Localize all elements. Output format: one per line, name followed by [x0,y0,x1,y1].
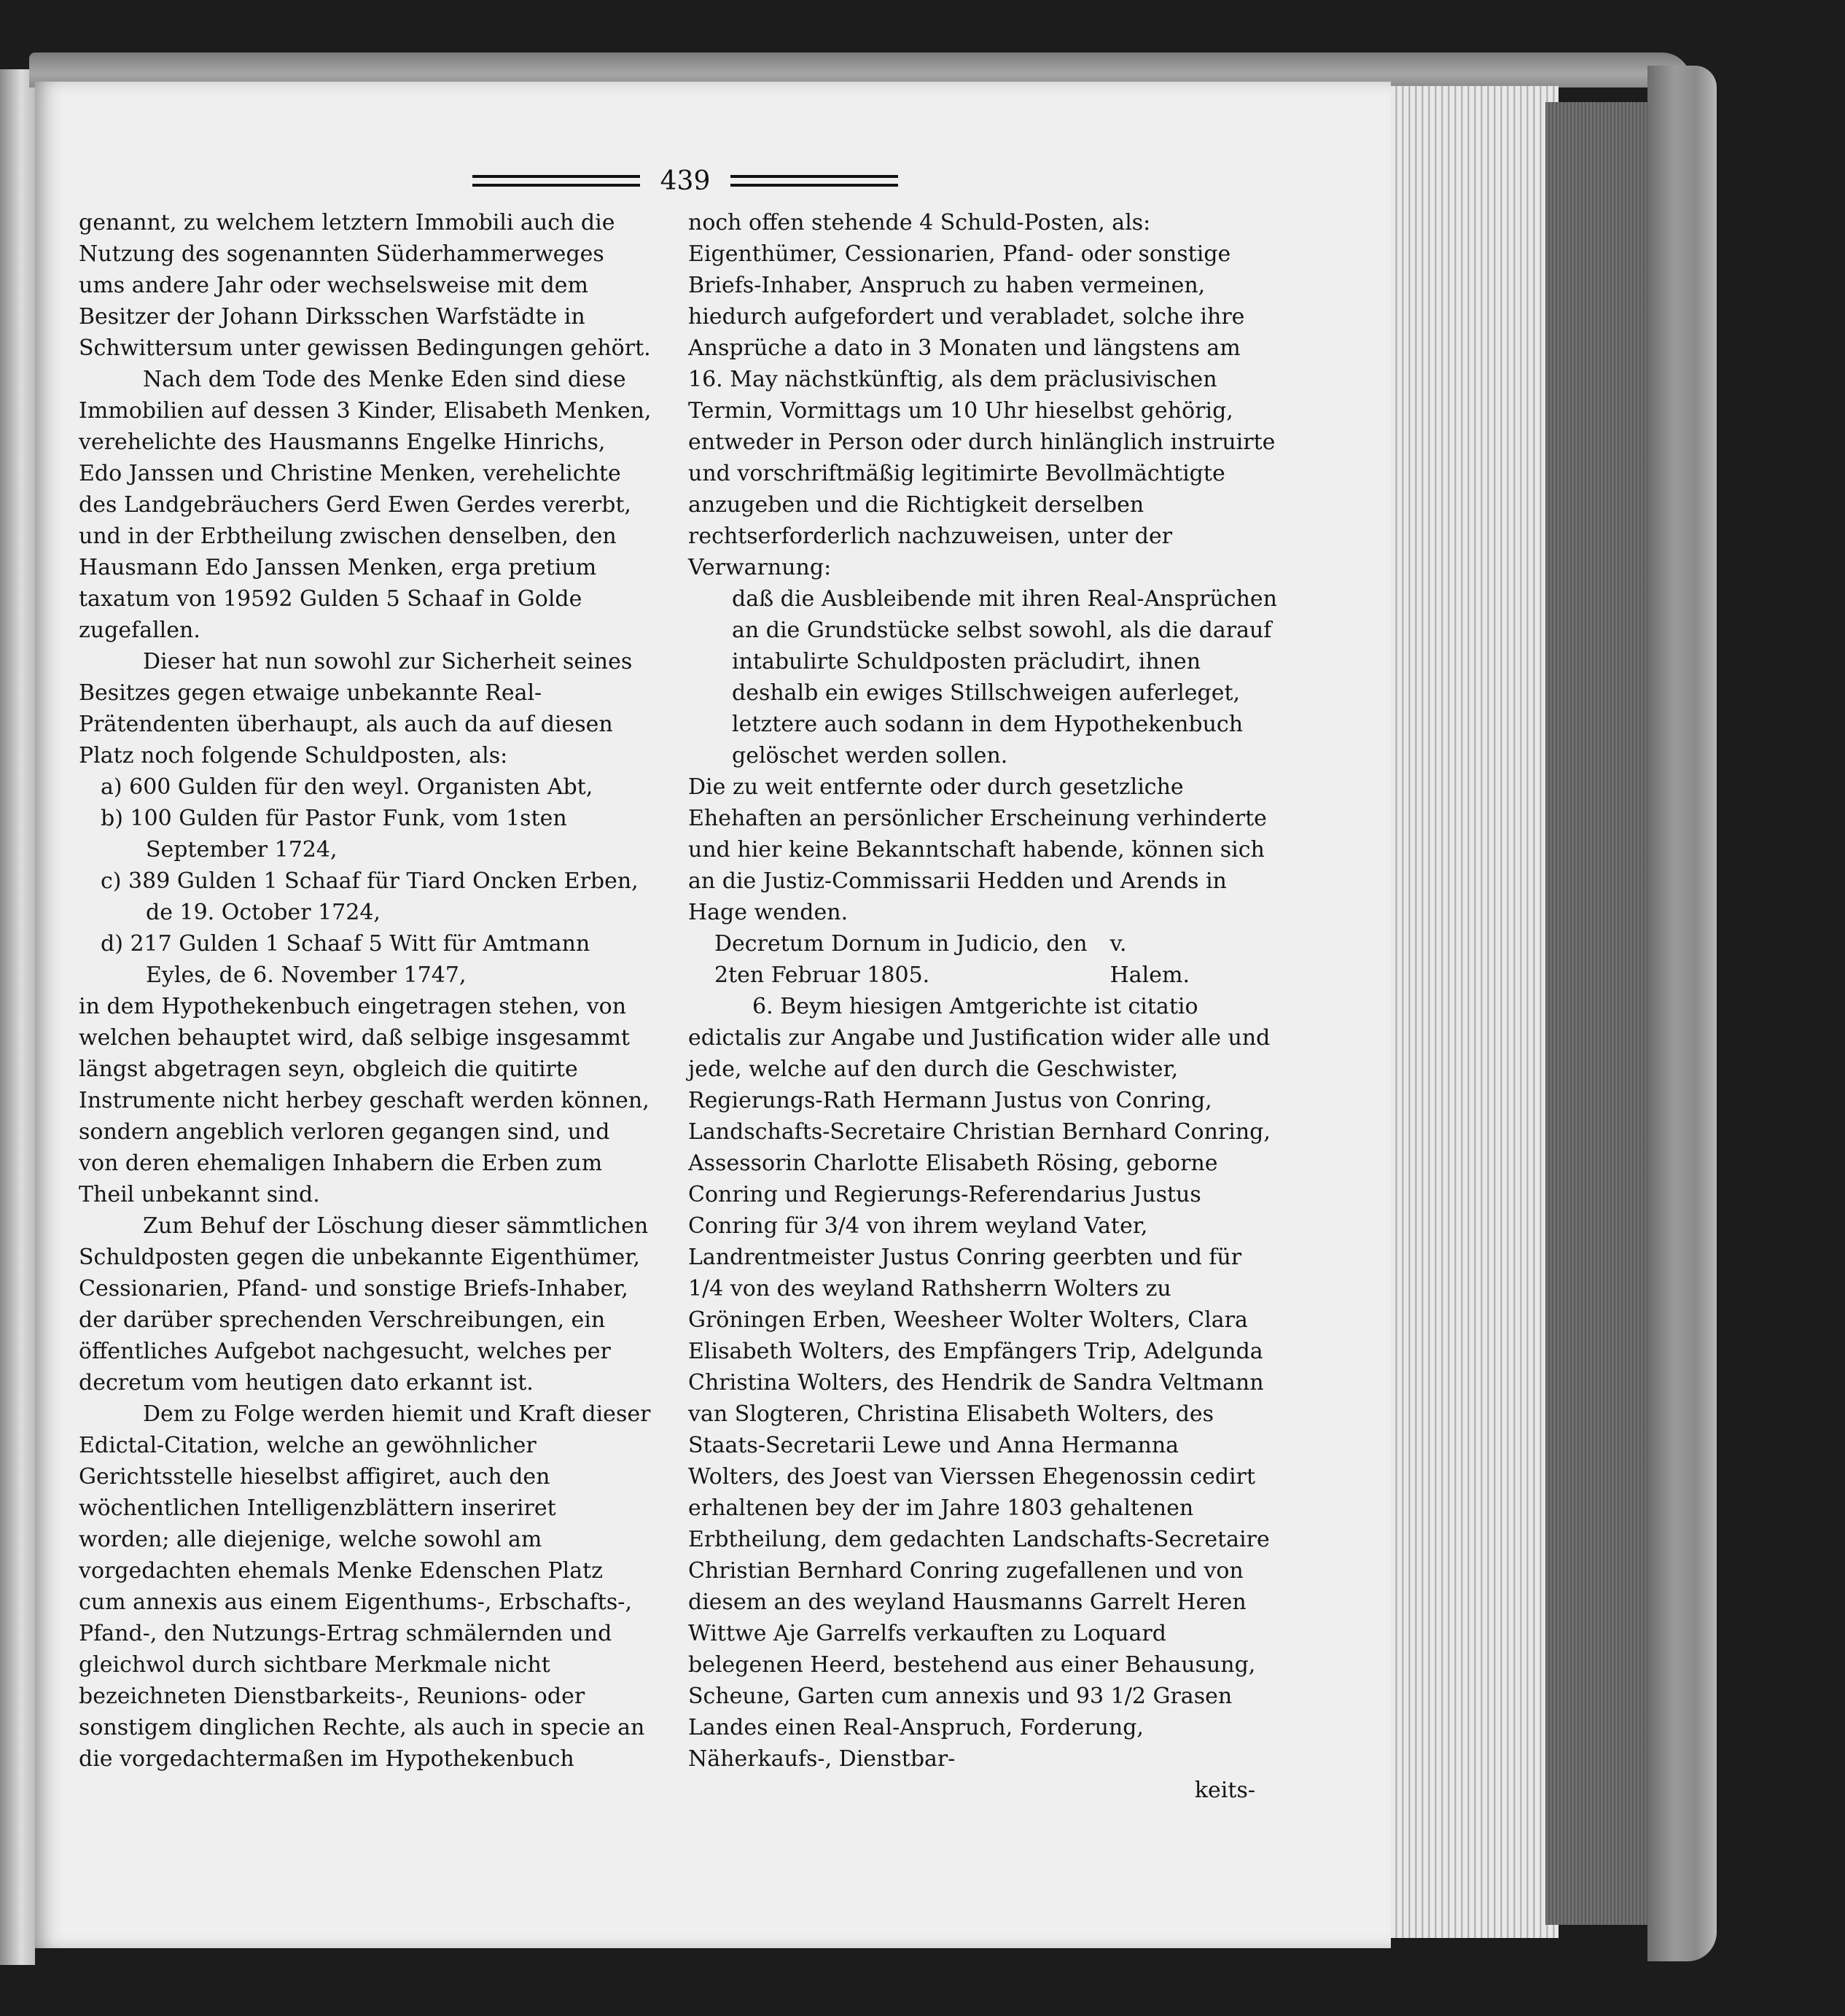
header-rule-left [472,175,640,187]
debt-item-a: a) 600 Gulden für den weyl. Organisten Abt, [101,774,593,800]
left-paragraph-1: genannt, zu welchem letztern Immobili auch die Nutzung des sogenannten Süderhammerweges ums andere Jahr oder wechselsweise mit dem Besitzer der Johann Dirksschen Warfstädte in Schwittersum unter gewissen Bedingungen gehört. [79,210,651,361]
decree-text: Decretum Dornum in Judicio, den 2ten Februar 1805. [714,931,1088,988]
warning-block: daß die Ausbleibende mit ihren Real-Ansprüchen an die Grundstücke selbst sowohl, als die darauf intabulirte Schuldposten präcludirt, ihnen deshalb ein ewiges Stillschweigen auferleget, letztere auch sodann in dem Hypothekenbuch gelöschet werden sollen. [732,586,1277,768]
left-paragraph-5: Zum Behuf der Löschung dieser sämmtlichen Schuldposten gegen die unbekannte Eigenthümer, Cessionarien, Pfand- und sonstige Briefs-Inhaber, der darüber sprechenden Verschreibungen, ein öffentliches Aufgebot nachgesucht, welches per decretum vom heutigen dato erkannt ist. [79,1213,649,1396]
left-paragraph-2: Nach dem Tode des Menke Eden sind diese Immobilien auf dessen 3 Kinder, Elisabeth Menken, verehelichte des Hausmanns Engelke Hinrichs, Edo Janssen und Christine Menken, verehelichte des Landgebräuchers Gerd Ewen Gerdes vererbt, und in der Erbtheilung zwischen denselben, den Hausmann Edo Janssen Menken, erga pretium taxatum von 19592 Gulden 5 Schaaf in Golde zugefallen. [79,367,652,643]
left-paragraph-3: Dieser hat nun sowohl zur Sicherheit seines Besitzes gegen etwaige unbekannte Real-Prätendenten überhaupt, als auch da auf diesen Platz noch folgende Schuldposten, als: [79,649,633,768]
page-fore-edge [1391,86,1559,1938]
cover-board [1647,66,1717,1961]
left-column [79,207,653,1775]
debt-item-b: b) 100 Gulden für Pastor Funk, vom 1sten September 1724, [101,806,567,863]
catchword: keits- [1194,1778,1255,1803]
page-header [459,165,911,197]
left-paragraph-6: Dem zu Folge werden hiemit und Kraft dieser Edictal-Citation, welche an gewöhnlicher Gerichtsstelle hieselbst affigiret, auch den wöchentlichen Intelligenzblättern inseriret worden; alle diejenige, welche sowohl am vorgedachten ehemals Menke Edenschen Platz cum annexis aus einem Eigenthums-, Erbschafts-, Pfand-, den Nutzungs-Ertrag schmälernden und gleichwol durch sichtbare Merkmale nicht bezeichneten Dienstbarkeits-, Reunions- oder sonstigem dinglichen Rechte, als auch in specie an die vorgedachtermaßen im Hypothekenbuch [79,1401,651,1772]
decree-signature: v. Halem. [1109,931,1190,988]
right-paragraph-3: Die zu weit entfernte oder durch gesetzliche Ehehaften an persönlicher Erscheinung verhinderte und hier keine Bekanntschaft habende, können sich an die Justiz-Commissarii Hedden und Arends in Hage wenden. [688,774,1267,925]
debt-item-d: d) 217 Gulden 1 Schaaf 5 Witt für Amtmann Eyles, de 6. November 1747, [101,931,590,988]
decree-line [688,928,1277,991]
right-column [688,207,1277,1806]
page-block-side [1545,102,1655,1925]
debt-item-c: c) 389 Gulden 1 Schaaf für Tiard Oncken Erben, de 19. October 1724, [101,868,639,925]
page-number: 439 [660,166,711,196]
right-paragraph-5: 6. Beym hiesigen Amtgerichte ist citatio edictalis zur Angabe und Justification wider alle und jede, welche auf den durch die Geschwister, Regierungs-Rath Hermann Justus von Conring, Landschafts-Secretaire Christian Bernhard Conring, Assessorin Charlotte Elisabeth Rösing, geborne Conring und Regierungs-Referendarius Justus Conring für 3/4 von ihrem weyland Vater, Landrentmeister Justus Conring geerbten und für 1/4 von des weyland Rathsherrn Wolters zu Gröningen Erben, Weesheer Wolter Wolters, Clara Elisabeth Wolters, des Empfängers Trip, Adelgunda Christina Wolters, des Hendrik de Sandra Veltmann van Slogteren, Christina Elisabeth Wolters, des Staats-Secretarii Lewe und Anna Hermanna Wolters, des Joest van Vierssen Ehegenossin cedirt erhaltenen bey der im Jahre 1803 gehaltenen Erbtheilung, dem gedachten Landschafts-Secretaire Christian Bernhard Conring zugefallenen und von diesem an des weyland Hausmanns Garrelt Heren Wittwe Aje Garrelfs verkauften zu Loquard belegenen Heerd, bestehend aus einer Behausung, Scheune, Garten cum annexis und 93 1/2 Grasen Landes einen Real-Anspruch, Forderung, Näherkaufs-, Dienstbar- [688,994,1271,1772]
left-page-edge [0,69,35,1965]
header-rule-right [730,175,898,187]
left-paragraph-4: in dem Hypothekenbuch eingetragen stehen, von welchen behauptet wird, daß selbige insgesammt längst abgetragen seyn, obgleich die quitirte Instrumente nicht herbey geschaft werden können, sondern angeblich verloren gegangen sind, und von deren ehemaligen Inhabern die Erben zum Theil unbekannt sind. [79,994,650,1207]
right-paragraph-1: noch offen stehende 4 Schuld-Posten, als: Eigenthümer, Cessionarien, Pfand- oder sonstige Briefs-Inhaber, Anspruch zu haben vermeinen, hiedurch aufgefordert und verabladet, solche ihre Ansprüche a dato in 3 Monaten und längstens am 16. May nächstkünftig, als dem präclusivischen Termin, Vormittags um 10 Uhr hieselbst gehörig, entweder in Person oder durch hinlänglich instruirte und vorschriftmäßig legitimirte Bevollmächtigte anzugeben und die Richtigkeit derselben rechtserforderlich nachzuweisen, unter der Verwarnung: [688,210,1276,580]
